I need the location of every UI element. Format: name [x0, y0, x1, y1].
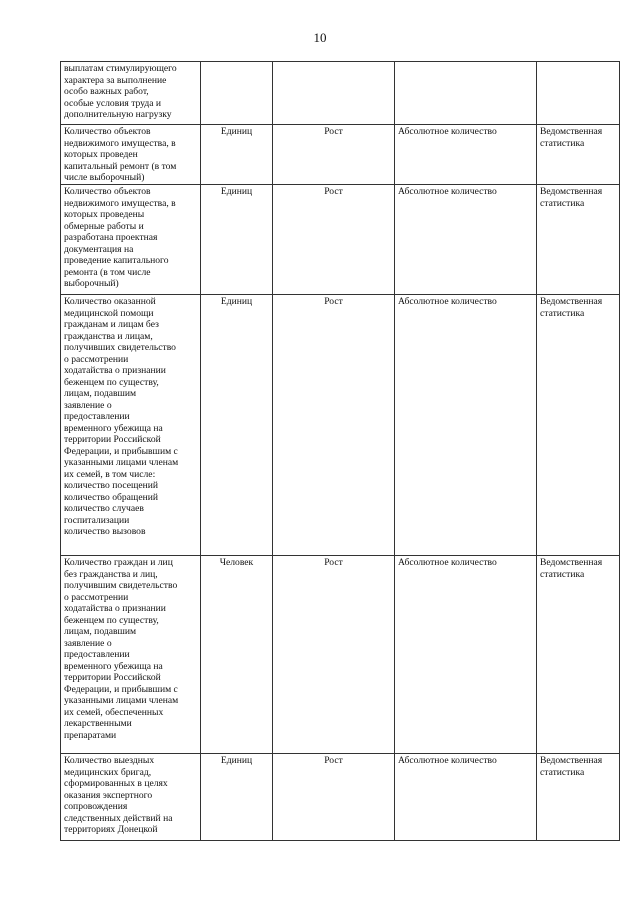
source-cell [537, 62, 620, 125]
indicator-name-line: количество посещений [64, 480, 159, 491]
indicator-name-line: недвижимого имущества, в [64, 197, 176, 209]
indicator-name-line: характера за выполнение [64, 74, 167, 86]
indicator-name-line: Количество объектов [64, 126, 151, 137]
measure-type-cell: Абсолютное количество [395, 754, 537, 841]
indicator-name-line: Количество граждан и лиц [64, 557, 173, 568]
indicator-name-line: заявление о [64, 399, 112, 411]
table-row [61, 754, 620, 841]
indicator-name-line: беженцем по существу, [64, 614, 159, 626]
indicator-name-line: недвижимого имущества, в [64, 137, 176, 149]
indicator-name-line: числе выборочный) [64, 172, 145, 183]
indicator-name-line: получивших свидетельство [64, 342, 176, 353]
indicator-name-line: выплатам стимулирующего [64, 63, 177, 74]
indicator-name-line: количество вызовов [64, 526, 146, 537]
indicator-name-cell [61, 556, 201, 754]
indicator-name-cell [61, 62, 201, 125]
indicator-name-line: их семей, в том числе: [64, 468, 156, 480]
indicator-name-line: временного убежища на [64, 660, 163, 672]
unit-cell: Единиц [201, 185, 273, 295]
indicator-name-line: особые условия труда и [64, 97, 162, 109]
indicator-name-line: о рассмотрении [64, 591, 129, 603]
indicator-name-line: документация на [64, 243, 134, 255]
indicator-name-line: сформированных в целях [64, 778, 168, 789]
source-cell: Ведомственная статистика [537, 185, 620, 295]
direction-cell: Рост [273, 185, 395, 295]
table-row [61, 295, 620, 556]
page-number: 10 [313, 30, 327, 45]
unit-cell [201, 62, 273, 125]
indicator-name-line: госпитализации [64, 514, 130, 526]
indicator-name-line: их семей, обеспеченных [64, 706, 164, 718]
indicator-name-line: количество случаев [64, 503, 144, 514]
indicator-name-line: территориях Донецкой [64, 824, 158, 835]
indicator-name-line: ремонта (в том числе [64, 266, 151, 278]
indicator-name-cell [61, 125, 201, 185]
indicator-name-line: Федерации, и прибывшим с [64, 683, 178, 695]
measure-type-cell [395, 62, 537, 125]
indicator-name-line: гражданства и лицам, [64, 330, 153, 342]
indicator-name-line: беженцем по существу, [64, 376, 159, 388]
source-cell: Ведомственная статистика [537, 295, 620, 556]
indicator-name-line: проведение капитального [64, 255, 169, 266]
direction-cell: Рост [273, 754, 395, 841]
direction-cell [273, 62, 395, 125]
table-row [61, 125, 620, 185]
indicator-name-line: указанными лицами членам [64, 457, 179, 468]
indicator-name-line: оказания экспертного [64, 789, 153, 801]
measure-type-cell: Абсолютное количество [395, 125, 537, 185]
indicator-name-line: Количество объектов [64, 186, 151, 197]
indicator-name-line: предоставлении [64, 411, 130, 422]
indicator-name-cell [61, 295, 201, 556]
indicator-name-line: медицинских бригад, [64, 766, 152, 778]
indicator-name-line: ходатайства о признании [64, 603, 166, 614]
indicator-name-line: Количество выездных [64, 755, 155, 766]
unit-cell: Единиц [201, 125, 273, 185]
indicator-name-line: следственных действий на [64, 812, 173, 824]
indicator-table [60, 61, 620, 841]
indicator-name-line: количество обращений [64, 491, 158, 503]
indicator-name-line: Количество оказанной [64, 296, 156, 307]
table-body [61, 62, 620, 841]
indicator-name-line: капитальный ремонт (в том [64, 160, 177, 172]
indicator-name-line: без гражданства и лиц, [64, 568, 158, 580]
indicator-name-line: предоставлении [64, 649, 130, 660]
indicator-name-line: медицинской помощи [64, 307, 154, 319]
indicator-name-line: заявление о [64, 637, 112, 649]
indicator-name-line: разработана проектная [64, 232, 158, 243]
indicator-name-line: гражданам и лицам без [64, 319, 159, 330]
indicator-name-line: дополнительную нагрузку [64, 109, 172, 120]
indicator-name-cell [61, 185, 201, 295]
source-cell: Ведомственная статистика [537, 556, 620, 754]
indicator-name-line: о рассмотрении [64, 353, 129, 365]
indicator-name-line: лицам, подавшим [64, 388, 137, 399]
indicator-name-line: сопровождения [64, 801, 128, 812]
indicator-name-line: временного убежища на [64, 422, 163, 434]
measure-type-cell: Абсолютное количество [395, 556, 537, 754]
table-row [61, 556, 620, 754]
indicator-name-line: выборочный) [64, 278, 119, 289]
indicator-name-cell [61, 754, 201, 841]
table-row [61, 62, 620, 125]
indicator-name-line: препаратами [64, 729, 117, 741]
indicator-name-line: территории Российской [64, 672, 161, 683]
indicator-name-line: лекарственными [64, 718, 132, 729]
indicator-name-line: обмерные работы и [64, 220, 144, 232]
indicator-name-line: Федерации, и прибывшим с [64, 445, 178, 457]
indicator-name-line: указанными лицами членам [64, 695, 179, 706]
indicator-name-line: особо важных работ, [64, 86, 149, 97]
measure-type-cell: Абсолютное количество [395, 185, 537, 295]
unit-cell: Человек [201, 556, 273, 754]
unit-cell: Единиц [201, 754, 273, 841]
indicator-name-line: которых проведены [64, 209, 145, 220]
direction-cell: Рост [273, 125, 395, 185]
indicator-name-line: получившим свидетельство [64, 580, 178, 591]
indicator-name-line: лицам, подавшим [64, 626, 137, 637]
indicator-name-line: территории Российской [64, 434, 161, 445]
measure-type-cell: Абсолютное количество [395, 295, 537, 556]
direction-cell: Рост [273, 295, 395, 556]
indicator-name-line: ходатайства о признании [64, 365, 166, 376]
indicator-name-line: которых проведен [64, 149, 138, 160]
unit-cell: Единиц [201, 295, 273, 556]
source-cell: Ведомственная статистика [537, 754, 620, 841]
source-cell: Ведомственная статистика [537, 125, 620, 185]
direction-cell: Рост [273, 556, 395, 754]
table-row [61, 185, 620, 295]
